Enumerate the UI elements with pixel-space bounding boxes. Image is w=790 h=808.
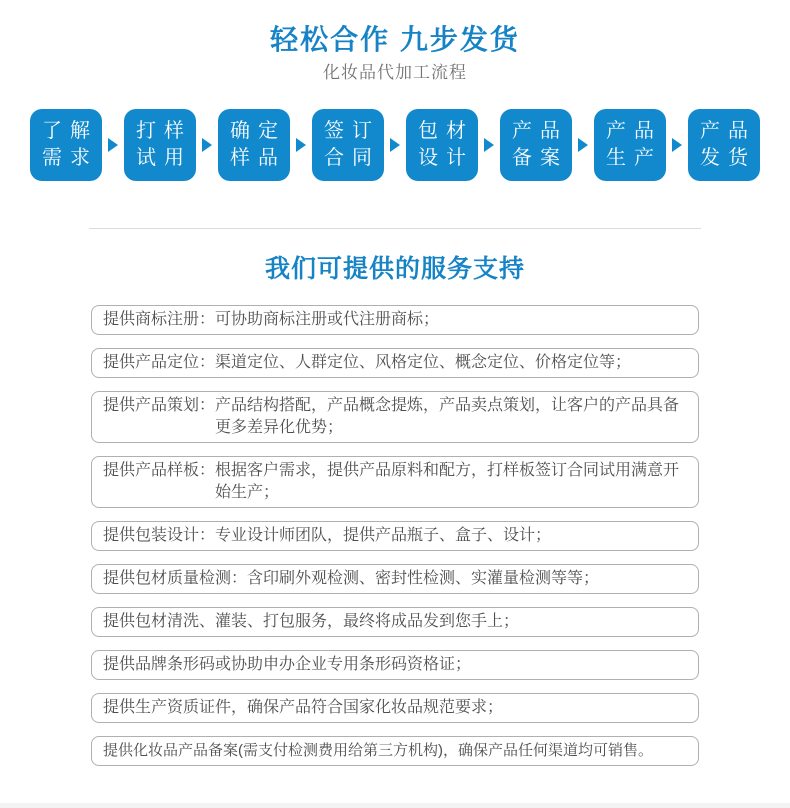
services-section-title: 我们可提供的服务支持 (264, 255, 525, 283)
step-text: 设计 (418, 147, 474, 169)
service-text: 提供生产资质证件，确保产品符合国家化妆品规范要求； (103, 699, 504, 716)
services-list (91, 305, 699, 766)
service-text: 提供化妆品产品备案(需支付检测费用给第三方机构)，确保产品任何渠道均可销售。 (103, 742, 653, 759)
service-text: 专业设计师团队，提供产品瓶子、盒子、设计； (215, 527, 552, 544)
service-text: 提供品牌条形码或协助申办企业专用条形码资格证； (103, 656, 472, 673)
step-text: 打样 (136, 120, 192, 142)
service-label: 提供产品策划： (103, 397, 216, 414)
step-text: 发货 (700, 147, 756, 169)
service-text: 根据客户需求，提供产品原料和配方，打样板签订合同试用满意开始生产； (215, 462, 680, 501)
step-text: 需求 (42, 147, 98, 169)
service-item-positioning (91, 348, 699, 378)
step-text: 样品 (230, 147, 286, 169)
flow-step-sample-trial (124, 109, 196, 181)
step-text: 备案 (512, 147, 568, 169)
arrow-right-icon (390, 138, 400, 152)
flow-step-production (594, 109, 666, 181)
step-text: 合同 (324, 147, 380, 169)
step-text: 产品 (606, 120, 662, 142)
service-label: 提供产品定位： (103, 354, 216, 371)
flow-step-product-filing (500, 109, 572, 181)
arrow-right-icon (484, 138, 494, 152)
service-label: 提供产品样板： (103, 462, 216, 479)
step-text: 签订 (324, 120, 380, 142)
flow-step-shipment (688, 109, 760, 181)
service-item-filling-packing (91, 607, 699, 637)
flow-step-understand-needs (30, 109, 102, 181)
process-flow (0, 109, 790, 181)
service-item-trademark (91, 305, 699, 335)
arrow-right-icon (202, 138, 212, 152)
service-item-quality-check (91, 564, 699, 594)
service-label: 提供包装设计： (103, 527, 216, 544)
service-text: 渠道定位、人群定位、风格定位、概念定位、价格定位等； (215, 354, 632, 371)
service-item-barcode (91, 650, 699, 680)
service-item-planning (91, 391, 699, 443)
step-text: 生产 (606, 147, 662, 169)
service-text: 提供包材清洗、灌装、打包服务，最终将成品发到您手上； (103, 613, 520, 630)
arrow-right-icon (578, 138, 588, 152)
arrow-right-icon (672, 138, 682, 152)
service-item-sample (91, 456, 699, 508)
service-label: 提供包材质量检测： (103, 570, 248, 587)
service-text: 可协助商标注册或代注册商标； (215, 311, 440, 328)
arrow-right-icon (296, 138, 306, 152)
flow-step-sign-contract (312, 109, 384, 181)
service-item-package-design (91, 521, 699, 551)
page-subtitle: 化妆品代加工流程 (323, 63, 467, 82)
service-text: 含印刷外观检测、密封性检测、实灌量检测等等； (247, 570, 600, 587)
flow-step-packaging-design (406, 109, 478, 181)
service-item-product-record (91, 736, 699, 766)
step-text: 包材 (418, 120, 474, 142)
step-text: 了解 (42, 120, 98, 142)
service-text: 产品结构搭配，产品概念提炼，产品卖点策划，让客户的产品具备更多差异化优势； (215, 397, 680, 436)
arrow-right-icon (108, 138, 118, 152)
service-item-certificates (91, 693, 699, 723)
step-text: 试用 (136, 147, 192, 169)
service-label: 提供商标注册： (103, 311, 216, 328)
page-title: 轻松合作 九步发货 (270, 24, 520, 55)
flow-step-confirm-sample (218, 109, 290, 181)
step-text: 产品 (512, 120, 568, 142)
section-divider (89, 228, 701, 229)
step-text: 确定 (230, 120, 286, 142)
step-text: 产品 (700, 120, 756, 142)
footer-divider (0, 803, 790, 808)
